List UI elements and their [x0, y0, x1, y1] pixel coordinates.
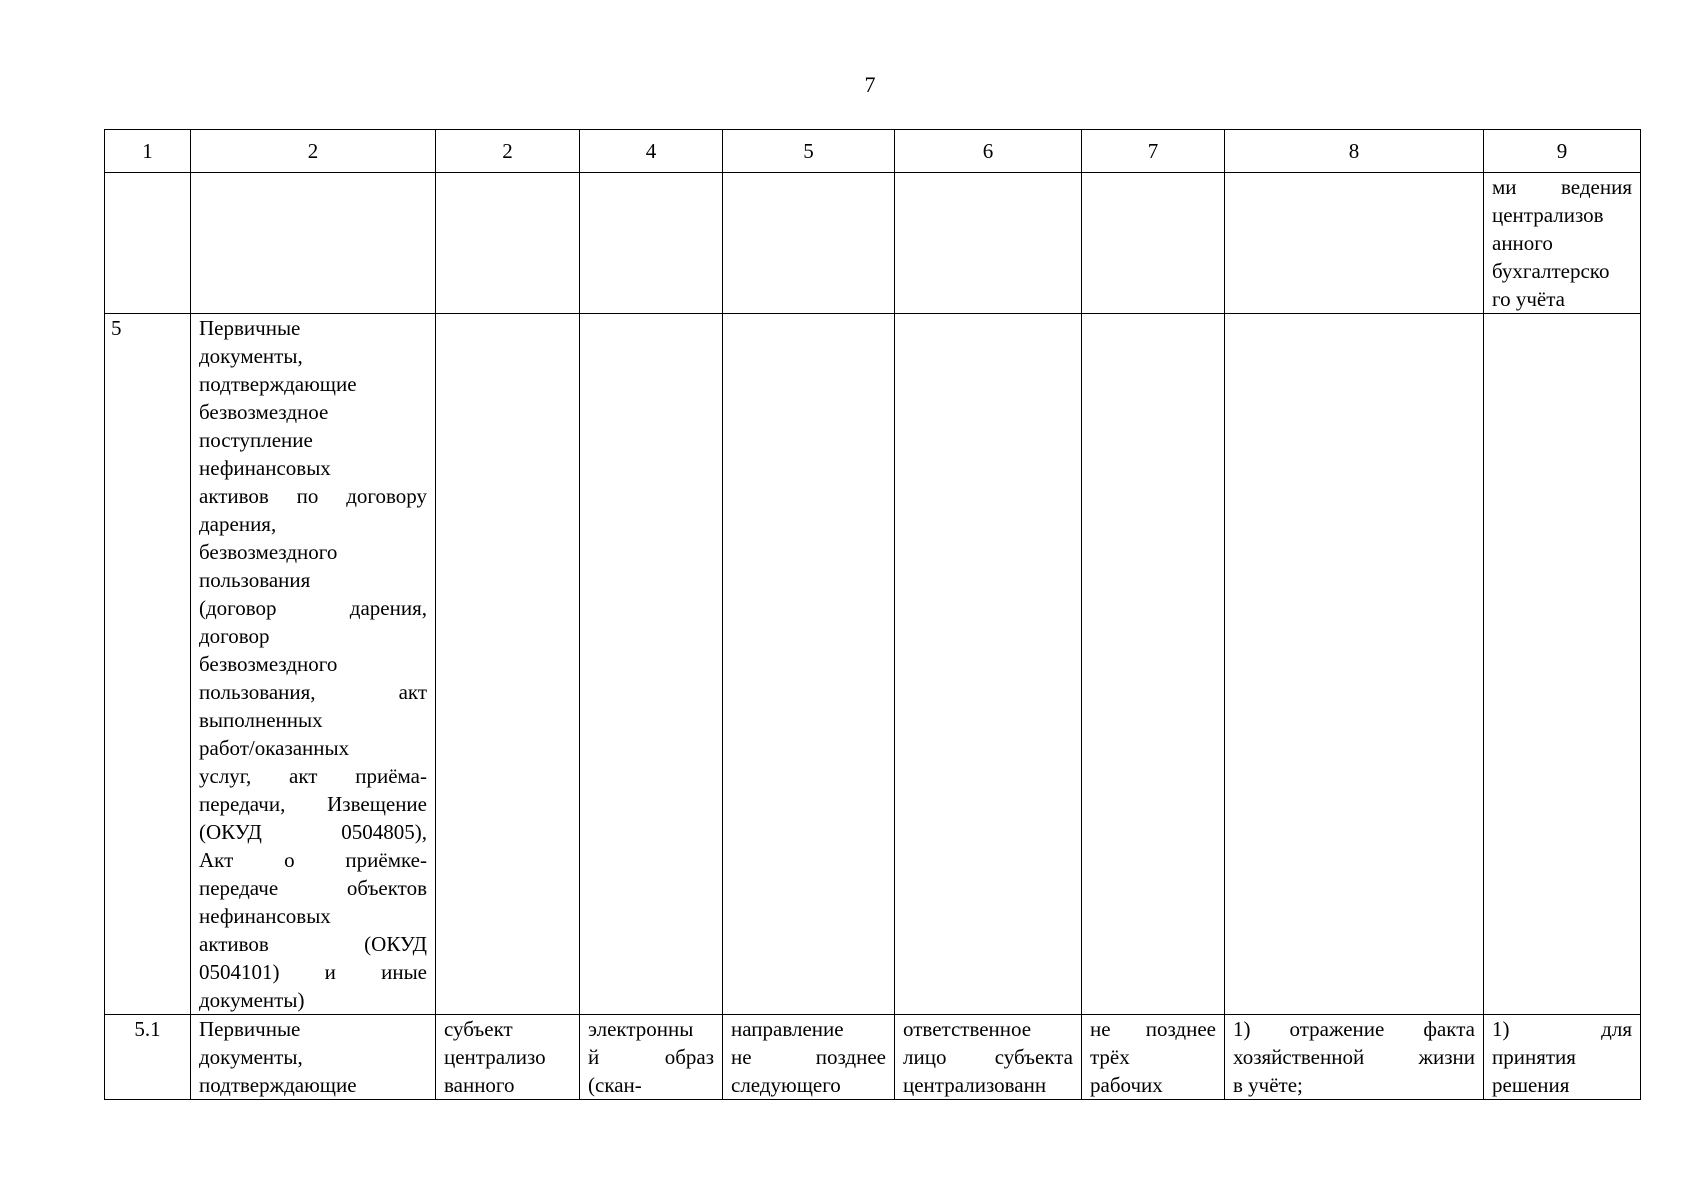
cell-text-line: 1) отражение факта — [1233, 1017, 1475, 1041]
cell-text-line: пользования, акт — [199, 680, 427, 704]
cell-text-line: рабочих — [1090, 1073, 1163, 1097]
cell-text-line: не позднее — [1090, 1017, 1216, 1041]
cell-text-line: поступление — [199, 428, 313, 452]
cell-text-line: ванного — [444, 1073, 515, 1097]
cell-text-line: не позднее — [731, 1045, 886, 1069]
table-cell-col8 — [1225, 1015, 1484, 1100]
table-cell-col4 — [580, 1015, 723, 1100]
table-cell — [436, 173, 580, 314]
cell-text-line: ми ведения — [1492, 175, 1632, 199]
cell-text-line: безвозмездного — [199, 540, 338, 564]
cell-text-line: нефинансовых — [199, 456, 331, 480]
table-cell — [105, 173, 191, 314]
table-row-continued — [105, 173, 1641, 314]
cell-text-line: документы) — [199, 988, 305, 1012]
cell-text-line: (скан- — [588, 1073, 642, 1097]
cell-text-line: активов (ОКУД — [199, 932, 427, 956]
cell-text-line: централизов — [1492, 203, 1604, 227]
cell-text-line: Первичные — [199, 1017, 301, 1041]
column-header: 6 — [895, 130, 1082, 173]
cell-text-line: документы, — [199, 1045, 303, 1069]
table-cell — [723, 173, 895, 314]
table-cell — [191, 173, 436, 314]
table-cell-col6 — [895, 1015, 1082, 1100]
table-cell-col7 — [1082, 1015, 1225, 1100]
row-description — [191, 1015, 436, 1100]
cell-text-line: подтверждающие — [199, 1073, 357, 1097]
cell-text-line: направление — [731, 1017, 844, 1041]
cell-text-line: бухгалтерско — [1492, 259, 1610, 283]
table-cell — [1082, 173, 1225, 314]
cell-text-line: безвозмездное — [199, 400, 329, 424]
table-header-row — [105, 130, 1641, 173]
cell-text-line: трёх — [1090, 1045, 1130, 1069]
table-cell-col9 — [1484, 1015, 1641, 1100]
table-cell-col3 — [436, 1015, 580, 1100]
table-cell — [580, 314, 723, 1015]
table-cell-col9 — [1484, 173, 1641, 314]
cell-text-line: электронны — [588, 1017, 694, 1041]
column-header: 1 — [105, 130, 191, 173]
cell-text-line: й образ — [588, 1045, 714, 1069]
cell-text-line: в учёте; — [1233, 1073, 1303, 1097]
cell-text-line: нефинансовых — [199, 904, 331, 928]
table-cell — [895, 314, 1082, 1015]
page-number: 7 — [864, 72, 876, 97]
row-number: 5.1 — [105, 1015, 191, 1100]
cell-text-line: решения — [1492, 1073, 1570, 1097]
cell-text-line: централизо — [444, 1045, 546, 1069]
cell-text-line: (договор дарения, — [199, 596, 427, 620]
cell-text-line: услуг, акт приёма- — [199, 764, 427, 788]
table-cell-col5 — [723, 1015, 895, 1100]
cell-text-line: хозяйственной жизни — [1233, 1045, 1475, 1069]
table-cell — [436, 314, 580, 1015]
cell-text-line: лицо субъекта — [903, 1045, 1073, 1069]
cell-text-line: го учёта — [1492, 287, 1565, 311]
column-header: 8 — [1225, 130, 1484, 173]
cell-text-line: (ОКУД 0504805), — [199, 820, 427, 844]
cell-text-line: Первичные — [199, 316, 301, 340]
cell-text-line: передаче объектов — [199, 876, 427, 900]
column-header: 4 — [580, 130, 723, 173]
row-number: 5 — [105, 314, 191, 1015]
cell-text-line: Акт о приёмке- — [199, 848, 427, 872]
table-cell — [895, 173, 1082, 314]
column-header: 2 — [191, 130, 436, 173]
table-cell — [580, 173, 723, 314]
cell-text-line: субъект — [444, 1017, 513, 1041]
cell-text-line: договор — [199, 624, 270, 648]
cell-text-line: ответственное — [903, 1017, 1032, 1041]
cell-text-line: документы, — [199, 344, 303, 368]
cell-text-line: выполненных — [199, 708, 323, 732]
cell-text-line: безвозмездного — [199, 652, 338, 676]
cell-text-line: передачи, Извещение — [199, 792, 427, 816]
cell-text-line: дарения, — [199, 512, 277, 536]
cell-text-line: следующего — [731, 1073, 841, 1097]
column-header: 7 — [1082, 130, 1225, 173]
row-description — [191, 314, 436, 1015]
column-header: 9 — [1484, 130, 1641, 173]
cell-text-line: анного — [1492, 231, 1553, 255]
table-cell — [723, 314, 895, 1015]
cell-text-line: 0504101) и иные — [199, 960, 427, 984]
table-cell — [1225, 314, 1484, 1015]
document-table — [104, 129, 1641, 1100]
cell-text-line: 1) для — [1492, 1017, 1632, 1041]
column-header: 5 — [723, 130, 895, 173]
cell-text-line: централизованн — [903, 1073, 1047, 1097]
table-row-5 — [105, 314, 1641, 1015]
cell-text-line: подтверждающие — [199, 372, 357, 396]
cell-text-line: принятия — [1492, 1045, 1576, 1069]
table-row-5-1 — [105, 1015, 1641, 1100]
cell-text-line: работ/оказанных — [199, 736, 350, 760]
cell-text-line: активов по договору — [199, 484, 427, 508]
cell-text-line: пользования — [199, 568, 311, 592]
table-cell — [1082, 314, 1225, 1015]
column-header: 2 — [436, 130, 580, 173]
table-cell — [1225, 173, 1484, 314]
table-cell — [1484, 314, 1641, 1015]
